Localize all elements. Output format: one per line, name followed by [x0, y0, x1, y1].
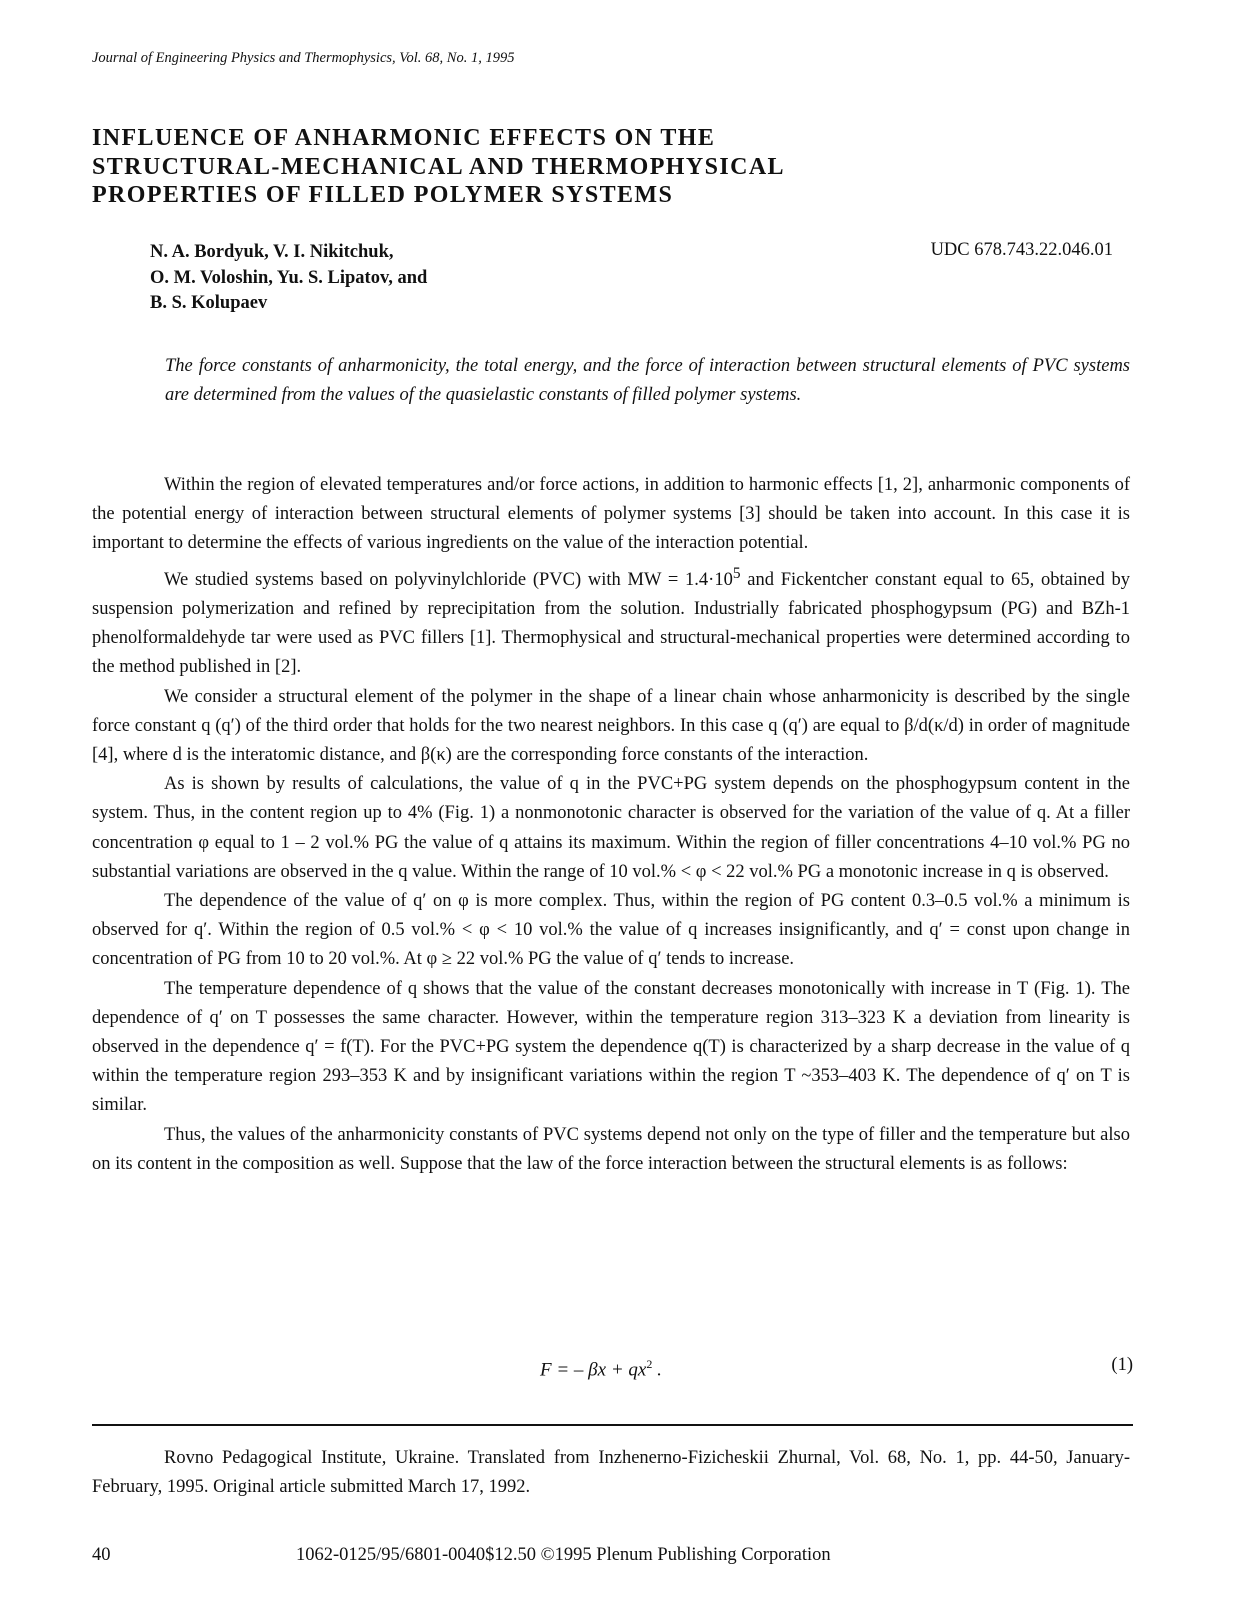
- title-line: INFLUENCE OF ANHARMONIC EFFECTS ON THE: [92, 125, 716, 151]
- paragraph: The dependence of the value of q′ on φ is more complex. Thus, within the region of PG content 0.3–0.5 vol.% a minimum is observed for q′. Within the region of 0.5 vol.% < φ < 10 vol.% the value of q increases insignificantly, and q′ = const upon change in concentration of PG from 10 to 20 vol.%. At φ ≥ 22 vol.% PG the value of q′ tends to increase.: [92, 891, 1130, 970]
- paragraph: Thus, the values of the anharmonicity constants of PVC systems depend not only on the type of filler and the temperature but also on its content in the composition as well. Suppose that the law of the force interaction between the structural elements is as follows:: [92, 1124, 1130, 1174]
- article-title: [92, 124, 912, 210]
- footnote-divider: [92, 1424, 1133, 1426]
- equation-tail: .: [652, 1359, 662, 1381]
- author-line: O. M. Voloshin, Yu. S. Lipatov, and: [150, 267, 428, 288]
- journal-header: Journal of Engineering Physics and Thermophysics, Vol. 68, No. 1, 1995: [92, 50, 515, 66]
- author-list: [150, 240, 427, 317]
- equation-text: F = – βx + qx: [540, 1359, 647, 1381]
- author-line: N. A. Bordyuk, V. I. Nikitchuk,: [150, 242, 394, 262]
- equation-exponent: 2: [646, 1357, 653, 1371]
- paragraph: We consider a structural element of the polymer in the shape of a linear chain whose anharmonicity is described by the single force constant q (q′) of the third order that holds for the two nearest neighbors. In this case q (q′) are equal to β/d(κ/d) in order of magnitude [4], where d is the interatomic distance, and β(κ) are the corresponding force constants of the interaction.: [92, 686, 1130, 765]
- paragraph: [92, 559, 1130, 683]
- equation-number: (1): [1111, 1355, 1133, 1375]
- page-number: 40: [92, 1545, 111, 1565]
- publication-info: 1062-0125/95/6801-0040$12.50 ©1995 Plenum Publishing Corporation: [296, 1545, 831, 1565]
- paragraph: Within the region of elevated temperatures and/or force actions, in addition to harmonic effects [1, 2], anharmonic components of the potential energy of interaction between structural elements of polymer systems [3] should be taken into account. In this case it is important to determine the effects of various ingredients on the value of the interaction potential.: [92, 475, 1130, 554]
- title-line: PROPERTIES OF FILLED POLYMER SYSTEMS: [92, 182, 674, 208]
- equation: [540, 1357, 662, 1381]
- paragraph-text: and Fickentcher constant equal to 65, obtained by suspension polymerization and refined by reprecipitation from the solution. Industrially fabricated phosphogypsum (PG) and BZh-1 phenolformaldehyde tar were used as PVC fillers [1]. Thermophysical and structural-mechanical properties were determined according to the method published in [2].: [92, 569, 1130, 678]
- exponent: 5: [732, 564, 741, 582]
- footnote: Rovno Pedagogical Institute, Ukraine. Translated from Inzhenerno-Fizicheskii Zhurnal, Vol. 68, No. 1, pp. 44-50, January-February, 1995. Original article submitted March 17, 1992.: [92, 1448, 1130, 1497]
- paragraph: The temperature dependence of q shows that the value of the constant decreases monotonically with increase in T (Fig. 1). The dependence of q′ on T possesses the same character. However, within the temperature region 313–323 K a deviation from linearity is observed in the dependence q′ = f(T). For the PVC+PG system the dependence q(T) is characterized by a sharp decrease in the value of q within the temperature region 293–353 K and by insignificant variations within the region T ~353–403 K. The dependence of q′ on T is similar.: [92, 978, 1130, 1116]
- udc-code: UDC 678.743.22.046.01: [930, 240, 1113, 260]
- paragraph: As is shown by results of calculations, the value of q in the PVC+PG system depends on the phosphogypsum content in the system. Thus, in the content region up to 4% (Fig. 1) a nonmonotonic character is observed for the variation of the value of q. At a filler concentration φ equal to 1 – 2 vol.% PG the value of q attains its maximum. Within the region of filler concentrations 4–10 vol.% PG no substantial variations are observed in the q value. Within the range of 10 vol.% < φ < 22 vol.% PG a monotonic increase in q is observed.: [92, 774, 1130, 882]
- body-text: [92, 471, 1130, 1179]
- paragraph-text: We studied systems based on polyvinylchloride (PVC) with MW = 1.4·10: [164, 569, 733, 590]
- author-line: B. S. Kolupaev: [150, 293, 268, 313]
- abstract: The force constants of anharmonicity, the total energy, and the force of interaction between structural elements of PVC systems are determined from the values of the quasielastic constants of filled polymer systems.: [165, 356, 1130, 405]
- title-line: STRUCTURAL-MECHANICAL AND THERMOPHYSICAL: [92, 153, 785, 180]
